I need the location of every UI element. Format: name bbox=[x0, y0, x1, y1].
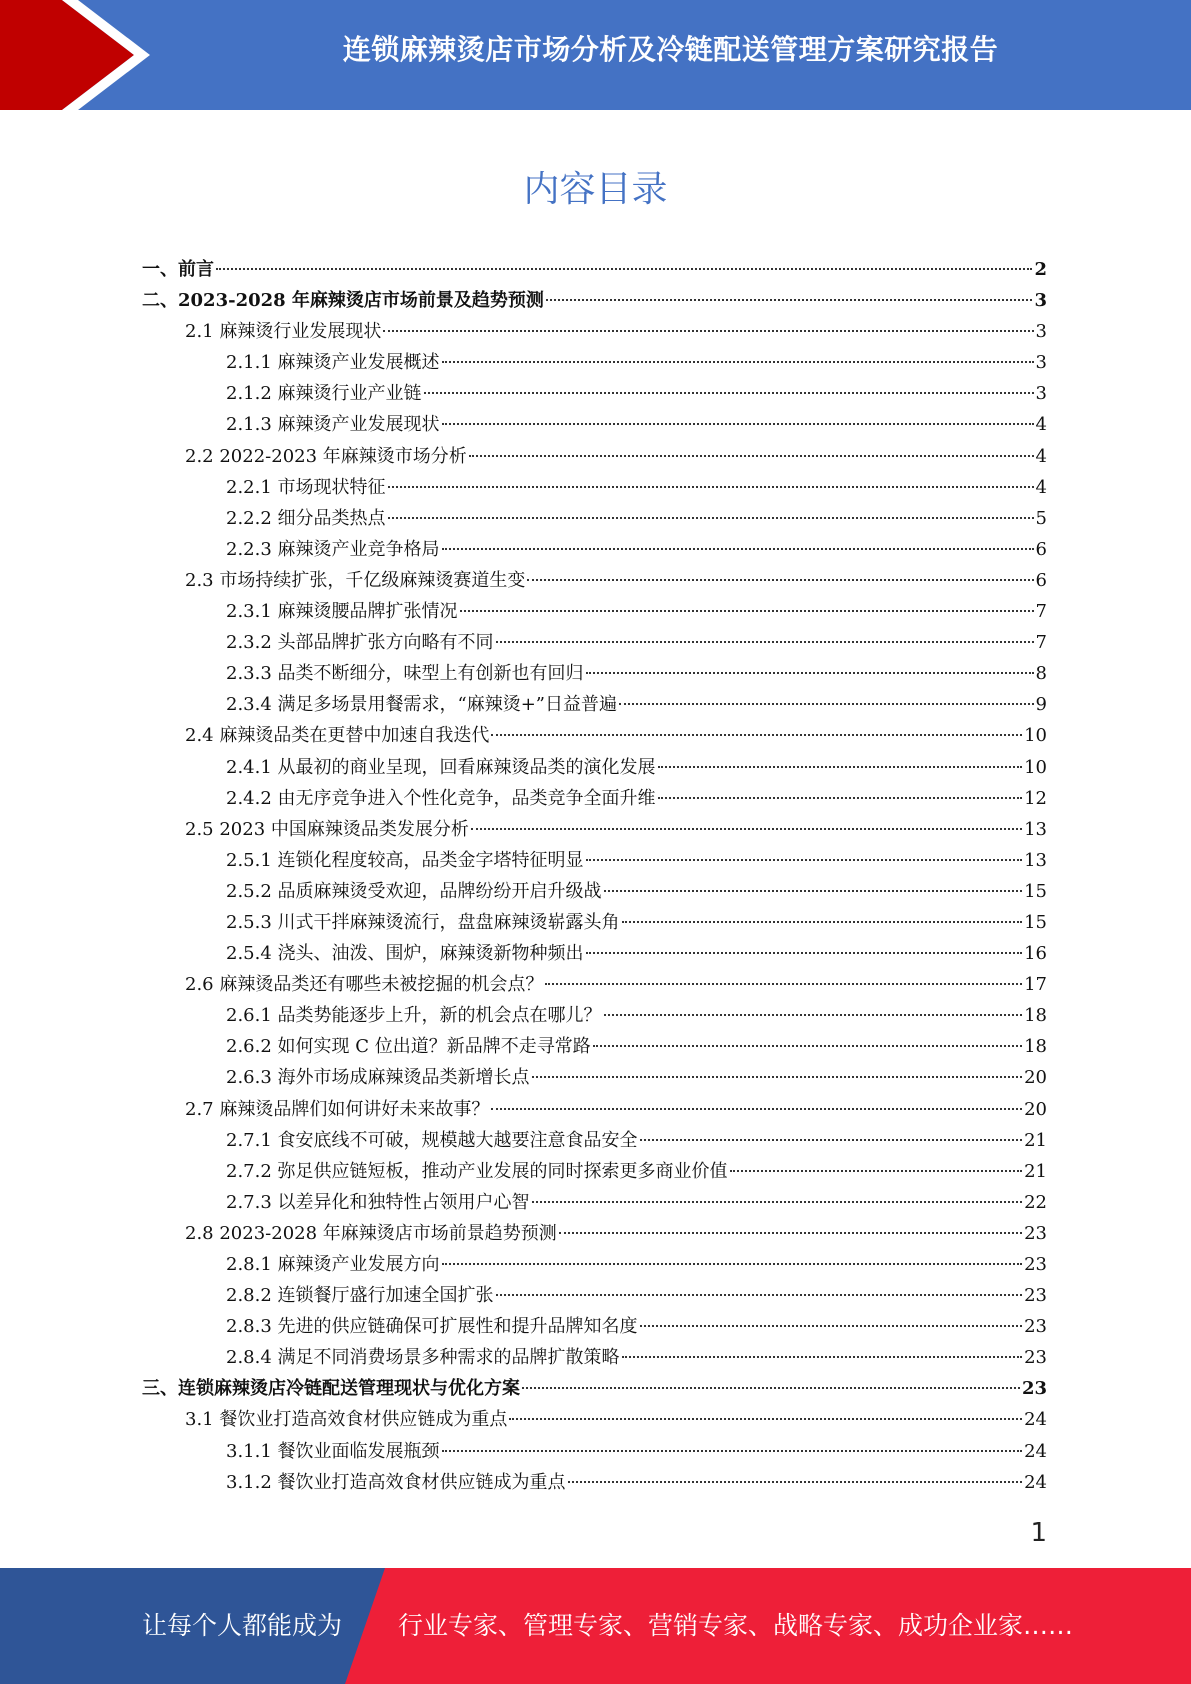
header-banner bbox=[0, 0, 1191, 110]
toc-dot-leader bbox=[586, 952, 1023, 954]
toc-dot-leader bbox=[496, 1294, 1023, 1296]
toc-entry-page: 21 bbox=[1024, 1160, 1047, 1182]
toc-entry[interactable] bbox=[226, 938, 1047, 969]
toc-dot-leader bbox=[532, 1076, 1023, 1078]
toc-entry-label: 2.2.3 麻辣烫产业竞争格局 bbox=[226, 538, 440, 560]
toc-entry-label: 2.7.1 食安底线不可破，规模越大越要注意食品安全 bbox=[226, 1129, 638, 1151]
toc-entry-page: 23 bbox=[1021, 1378, 1047, 1400]
toc-entry-label: 二、2023-2028 年麻辣烫店市场前景及趋势预测 bbox=[142, 290, 544, 312]
toc-entry-label: 2.6.3 海外市场成麻辣烫品类新增长点 bbox=[226, 1067, 530, 1089]
toc-dot-leader bbox=[586, 859, 1023, 861]
toc-entry[interactable] bbox=[226, 409, 1047, 440]
toc-entry-label: 2.2 2022-2023 年麻辣烫市场分析 bbox=[185, 445, 467, 467]
toc-entry-label: 2.3.1 麻辣烫腰品牌扩张情况 bbox=[226, 601, 458, 623]
toc-entry[interactable] bbox=[226, 1125, 1047, 1156]
toc-entry[interactable] bbox=[226, 783, 1047, 814]
toc-entry[interactable] bbox=[226, 1062, 1047, 1093]
toc-entry[interactable] bbox=[226, 596, 1047, 627]
toc-dot-leader bbox=[509, 1418, 1022, 1420]
toc-dot-leader bbox=[658, 766, 1023, 768]
toc-entry-label: 一、前言 bbox=[142, 259, 214, 280]
toc-entry[interactable] bbox=[226, 1342, 1047, 1373]
toc-dot-leader bbox=[604, 890, 1023, 892]
toc-entry-label: 2.7.3 以差异化和独特性占领用户心智 bbox=[226, 1191, 530, 1213]
toc-dot-leader bbox=[460, 610, 1034, 612]
toc-dot-leader bbox=[496, 641, 1034, 643]
toc-entry-label: 2.3.2 头部品牌扩张方向略有不同 bbox=[226, 632, 494, 654]
toc-dot-leader bbox=[424, 392, 1034, 394]
toc-entry[interactable] bbox=[226, 1467, 1047, 1498]
toc-entry-page: 20 bbox=[1024, 1098, 1047, 1120]
toc-entry[interactable] bbox=[226, 845, 1047, 876]
toc-entry-label: 2.2.1 市场现状特征 bbox=[226, 476, 386, 498]
toc-entry-label: 3.1.1 餐饮业面临发展瓶颈 bbox=[226, 1440, 440, 1462]
toc-entry[interactable] bbox=[226, 1249, 1047, 1280]
toc-entry-label: 2.1.3 麻辣烫产业发展现状 bbox=[226, 414, 440, 436]
toc-entry-page: 6 bbox=[1035, 569, 1047, 591]
toc-entry[interactable] bbox=[185, 814, 1047, 845]
toc-entry-page: 6 bbox=[1035, 538, 1047, 560]
toc-entry-page: 3 bbox=[1035, 383, 1047, 405]
toc-entry-label: 2.8 2023-2028 年麻辣烫店市场前景趋势预测 bbox=[185, 1222, 557, 1244]
header-arrow-decoration bbox=[0, 0, 160, 110]
footer-slogan-left: 让每个人都能成为 bbox=[142, 1611, 343, 1640]
toc-entry-page: 18 bbox=[1024, 1036, 1047, 1058]
toc-entry[interactable] bbox=[226, 534, 1047, 565]
toc-entry-page: 4 bbox=[1035, 476, 1047, 498]
toc-entry-page: 15 bbox=[1024, 880, 1047, 902]
toc-entry[interactable] bbox=[226, 378, 1047, 409]
report-title: 连锁麻辣烫店市场分析及冷链配送管理方案研究报告 bbox=[342, 33, 999, 66]
toc-entry-page: 4 bbox=[1035, 414, 1047, 436]
toc-entry-label: 2.5 2023 中国麻辣烫品类发展分析 bbox=[185, 818, 469, 840]
toc-entry-label: 2.4 麻辣烫品类在更替中加速自我迭代 bbox=[185, 725, 490, 747]
toc-entry-label: 3.1 餐饮业打造高效食材供应链成为重点 bbox=[185, 1409, 508, 1431]
toc-entry[interactable] bbox=[185, 1404, 1047, 1435]
toc-entry[interactable] bbox=[185, 441, 1047, 472]
toc-dot-leader bbox=[388, 517, 1034, 519]
toc-dot-leader bbox=[442, 1450, 1023, 1452]
toc-entry[interactable] bbox=[226, 627, 1047, 658]
toc-entry-page: 13 bbox=[1024, 849, 1047, 871]
toc-entry-label: 2.8.4 满足不同消费场景多种需求的品牌扩散策略 bbox=[226, 1347, 620, 1369]
toc-entry-page: 18 bbox=[1024, 1005, 1047, 1027]
toc-entry[interactable] bbox=[185, 316, 1047, 347]
toc-entry-label: 2.3.3 品类不断细分，味型上有创新也有回归 bbox=[226, 663, 584, 685]
toc-entry[interactable] bbox=[226, 1031, 1047, 1062]
toc-entry-label: 2.3.4 满足多场景用餐需求，“麻辣烫+”日益普遍 bbox=[226, 694, 618, 716]
toc-dot-leader bbox=[730, 1170, 1023, 1172]
toc-entry-label: 2.5.4 浇头、油泼、围炉，麻辣烫新物种频出 bbox=[226, 943, 584, 965]
toc-entry-label: 2.6.1 品类势能逐步上升，新的机会点在哪儿？ bbox=[226, 1005, 602, 1027]
toc-entry-page: 24 bbox=[1024, 1440, 1047, 1462]
toc-entry-label: 三、连锁麻辣烫店冷链配送管理现状与优化方案 bbox=[142, 1378, 520, 1400]
toc-entry[interactable] bbox=[185, 565, 1047, 596]
toc-dot-leader bbox=[622, 1356, 1023, 1358]
toc-dot-leader bbox=[622, 921, 1023, 923]
page-number: 1 bbox=[1030, 1518, 1047, 1548]
toc-dot-leader bbox=[527, 579, 1033, 581]
toc-dot-leader bbox=[568, 1481, 1023, 1483]
toc-entry-page: 23 bbox=[1024, 1254, 1047, 1275]
toc-entry[interactable] bbox=[185, 1218, 1047, 1249]
toc-entry-label: 3.1.2 餐饮业打造高效食材供应链成为重点 bbox=[226, 1471, 566, 1493]
toc-entry-page: 3 bbox=[1034, 290, 1047, 312]
toc-entry[interactable] bbox=[226, 876, 1047, 907]
toc-dot-leader bbox=[640, 1139, 1023, 1141]
toc-entry[interactable] bbox=[226, 1311, 1047, 1342]
toc-entry-page: 23 bbox=[1024, 1285, 1047, 1307]
toc-entry[interactable] bbox=[226, 1187, 1047, 1218]
toc-entry-label: 2.8.1 麻辣烫产业发展方向 bbox=[226, 1254, 440, 1275]
toc-entry[interactable] bbox=[142, 254, 1047, 285]
toc-dot-leader bbox=[491, 1108, 1022, 1110]
toc-entry[interactable] bbox=[185, 969, 1047, 1000]
toc-entry-label: 2.3 市场持续扩张，千亿级麻辣烫赛道生变 bbox=[185, 569, 526, 591]
toc-entry-page: 24 bbox=[1024, 1409, 1047, 1431]
toc-entry[interactable] bbox=[226, 503, 1047, 534]
toc-dot-leader bbox=[546, 299, 1033, 301]
toc-entry-label: 2.1 麻辣烫行业发展现状 bbox=[185, 321, 382, 343]
toc-entry-page: 24 bbox=[1024, 1471, 1047, 1493]
toc-dot-leader bbox=[442, 361, 1034, 363]
toc-dot-leader bbox=[471, 828, 1022, 830]
toc-dot-leader bbox=[604, 1014, 1023, 1016]
toc-entry-label: 2.1.2 麻辣烫行业产业链 bbox=[226, 383, 422, 405]
toc-entry-page: 21 bbox=[1024, 1129, 1047, 1151]
toc-entry-page: 23 bbox=[1024, 1316, 1047, 1338]
toc-entry[interactable] bbox=[226, 347, 1047, 378]
toc-dot-leader bbox=[658, 797, 1023, 799]
toc-entry-label: 2.6 麻辣烫品类还有哪些未被挖掘的机会点？ bbox=[185, 974, 544, 996]
toc-entry[interactable] bbox=[226, 1000, 1047, 1031]
toc-entry[interactable] bbox=[226, 658, 1047, 689]
toc-dot-leader bbox=[640, 1325, 1023, 1327]
toc-entry-label: 2.4.1 从最初的商业呈现，回看麻辣烫品类的演化发展 bbox=[226, 756, 656, 778]
toc-dot-leader bbox=[442, 548, 1034, 550]
toc-dot-leader bbox=[383, 330, 1033, 332]
toc-dot-leader bbox=[388, 486, 1034, 488]
toc-entry-label: 2.6.2 如何实现 C 位出道？新品牌不走寻常路 bbox=[226, 1036, 591, 1058]
toc-dot-leader bbox=[522, 1387, 1020, 1389]
toc-entry-label: 2.2.2 细分品类热点 bbox=[226, 507, 386, 529]
toc-entry-page: 20 bbox=[1024, 1067, 1047, 1089]
toc-dot-leader bbox=[586, 672, 1034, 674]
toc-entry-page: 22 bbox=[1024, 1191, 1047, 1213]
toc-dot-leader bbox=[559, 1232, 1022, 1234]
toc-entry[interactable] bbox=[142, 1373, 1047, 1404]
toc-entry-page: 13 bbox=[1024, 818, 1047, 840]
toc-entry-page: 23 bbox=[1024, 1347, 1047, 1369]
toc-entry[interactable] bbox=[226, 907, 1047, 938]
toc-entry[interactable] bbox=[226, 752, 1047, 783]
toc-dot-leader bbox=[216, 268, 1032, 270]
toc-entry-page: 10 bbox=[1024, 756, 1047, 778]
toc-entry-label: 2.7.2 弥足供应链短板，推动产业发展的同时探索更多商业价值 bbox=[226, 1160, 728, 1182]
toc-entry-page: 12 bbox=[1024, 787, 1047, 809]
toc-entry-page: 3 bbox=[1035, 321, 1047, 343]
toc-entry-label: 2.5.2 品质麻辣烫受欢迎，品牌纷纷开启升级战 bbox=[226, 880, 602, 902]
toc-heading: 内容目录 bbox=[523, 169, 668, 210]
toc-entry[interactable] bbox=[142, 285, 1047, 316]
toc-dot-leader bbox=[619, 703, 1034, 705]
toc-entry-page: 7 bbox=[1035, 632, 1047, 654]
toc-entry-label: 2.4.2 由无序竞争进入个性化竞争，品类竞争全面升维 bbox=[226, 787, 656, 809]
toc-entry[interactable] bbox=[226, 472, 1047, 503]
toc-entry[interactable] bbox=[185, 720, 1047, 751]
toc-dot-leader bbox=[593, 1045, 1022, 1047]
toc-dot-leader bbox=[491, 734, 1022, 736]
toc-dot-leader bbox=[532, 1201, 1023, 1203]
toc-dot-leader bbox=[469, 455, 1034, 457]
toc-entry-page: 23 bbox=[1024, 1222, 1047, 1244]
toc-entry-page: 15 bbox=[1024, 911, 1047, 933]
toc-entry[interactable] bbox=[226, 1280, 1047, 1311]
toc-entry[interactable] bbox=[226, 1436, 1047, 1467]
toc-entry-page: 17 bbox=[1024, 974, 1047, 996]
table-of-contents bbox=[0, 254, 1191, 1498]
toc-dot-leader bbox=[442, 423, 1034, 425]
toc-dot-leader bbox=[442, 1263, 1023, 1265]
footer-slogan-right: 行业专家、管理专家、营销专家、战略专家、成功企业家…… bbox=[398, 1611, 1074, 1640]
toc-entry-label: 2.5.3 川式干拌麻辣烫流行，盘盘麻辣烫崭露头角 bbox=[226, 911, 620, 933]
toc-entry-label: 2.1.1 麻辣烫产业发展概述 bbox=[226, 352, 440, 374]
toc-entry-label: 2.8.2 连锁餐厅盛行加速全国扩张 bbox=[226, 1285, 494, 1307]
toc-entry-page: 16 bbox=[1024, 943, 1047, 965]
toc-entry-page: 9 bbox=[1035, 694, 1047, 716]
toc-entry-page: 5 bbox=[1035, 507, 1047, 529]
toc-entry-label: 2.8.3 先进的供应链确保可扩展性和提升品牌知名度 bbox=[226, 1316, 638, 1338]
toc-entry-page: 7 bbox=[1035, 601, 1047, 623]
toc-entry-page: 3 bbox=[1035, 352, 1047, 374]
toc-entry[interactable] bbox=[226, 1156, 1047, 1187]
toc-entry-page: 10 bbox=[1024, 725, 1047, 747]
toc-entry-page: 4 bbox=[1035, 445, 1047, 467]
toc-entry[interactable] bbox=[185, 1094, 1047, 1125]
toc-entry-page: 8 bbox=[1035, 663, 1047, 685]
toc-entry-page: 2 bbox=[1034, 259, 1047, 280]
toc-entry-label: 2.5.1 连锁化程度较高，品类金字塔特征明显 bbox=[226, 849, 584, 871]
toc-entry[interactable] bbox=[226, 689, 1047, 720]
toc-dot-leader bbox=[545, 983, 1022, 985]
toc-entry-label: 2.7 麻辣烫品牌们如何讲好未来故事？ bbox=[185, 1098, 490, 1120]
